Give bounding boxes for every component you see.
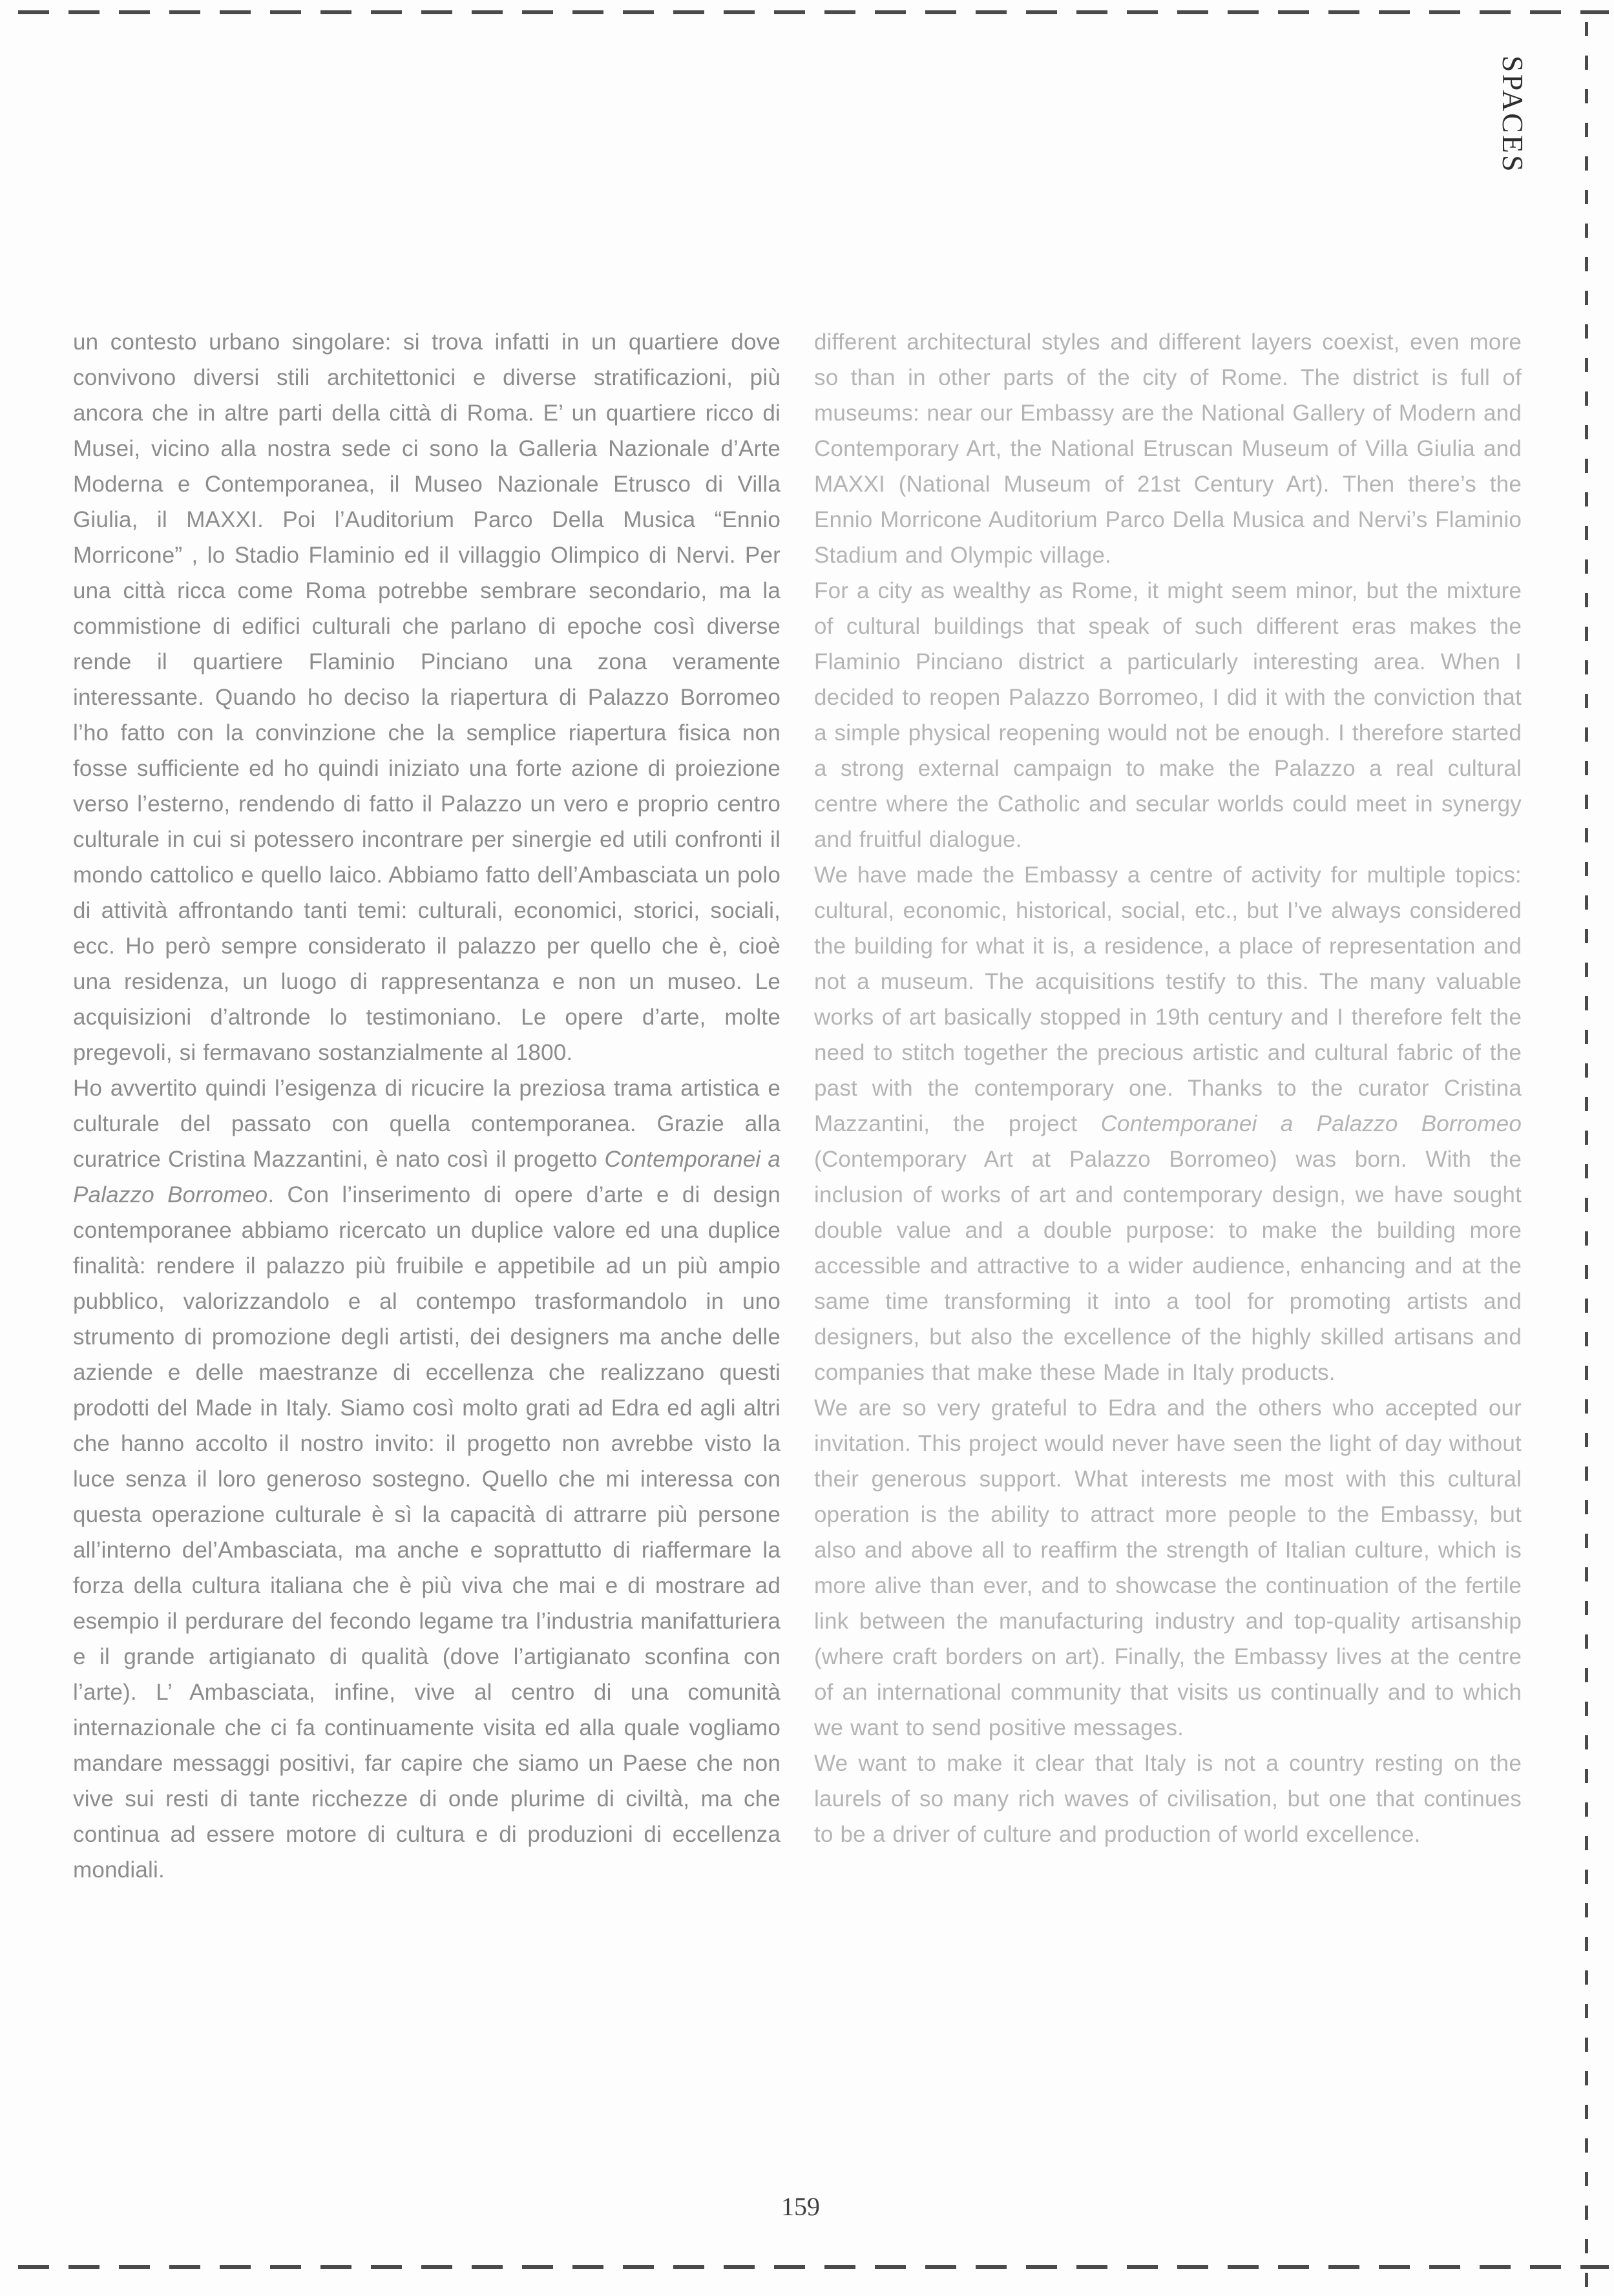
paragraph: [73, 1070, 781, 1888]
paragraph-text: Ho avvertito quindi l’esigenza di ricucire la preziosa trama artistica e culturale del passato con quella contemporanea. Grazie alla curatrice Cristina Mazzantini, è nato così il progetto: [73, 1076, 781, 1172]
top-dashed-rule: [18, 10, 1609, 14]
section-label: SPACES: [1496, 56, 1529, 174]
paragraph-text: We are so very grateful to Edra and the others who accepted our invitation. This project would never have seen the light of day without their generous support. What interests me most with this cultural operation is the ability to attract more people to the Embassy, but also and above all to reaffirm the strength of Italian culture, which is more alive than ever, and to showcase the continuation of the fertile link between the manufacturing industry and top-quality artisanship (where craft borders on art). Finally, the Embassy lives at the centre of an international community that visits us continually and to which we want to send positive messages.: [814, 1395, 1522, 1740]
right-dashed-rule: [1585, 22, 1588, 2287]
italian-column: [73, 324, 781, 1888]
paragraph: [814, 1746, 1522, 1852]
paragraph-text: (Contemporary Art at Palazzo Borromeo) was born. With the inclusion of works of art and contemporary design, we have sought double value and a double purpose: to make the building more accessible and attractive to a wider audience, enhancing and at the same time transforming it into a tool for promoting artists and designers, but also the excellence of the highly skilled artisans and companies that make these Made in Italy products.: [814, 1147, 1522, 1385]
italic-project-title: Contemporanei a Palazzo Borromeo: [73, 1147, 781, 1207]
paragraph: [814, 1390, 1522, 1746]
article-body: [73, 324, 1522, 1888]
paragraph-text: We have made the Embassy a centre of activity for multiple topics: cultural, economic, historical, social, etc., but I’ve always considered the building for what it is, a residence, a place of representation and not a museum. The acquisitions testify to this. The many valuable works of art basically stopped in 19th century and I therefore felt the need to stitch together the precious artistic and cultural fabric of the past with the contemporary one. Thanks to the curator Cristina Mazzantini, the project: [814, 862, 1522, 1136]
paragraph: [814, 324, 1522, 573]
paragraph-text: We want to make it clear that Italy is not a country resting on the laurels of so many rich waves of civilisation, but one that continues to be a driver of culture and production of world excellence.: [814, 1751, 1522, 1847]
paragraph-text: For a city as wealthy as Rome, it might seem minor, but the mixture of cultural buildings that speak of such different eras makes the Flaminio Pinciano district a particularly interesting area. When I decided to reopen Palazzo Borromeo, I did it with the conviction that a simple physical reopening would not be enough. I therefore started a strong external campaign to make the Palazzo a real cultural centre where the Catholic and secular worlds could meet in synergy and fruitful dialogue.: [814, 578, 1522, 852]
paragraph-text: un contesto urbano singolare: si trova infatti in un quartiere dove convivono diversi stili architettonici e diverse stratificazioni, più ancora che in altre parti della città di Roma. E’ un quartiere ricco di Musei, vicino alla nostra sede ci sono la Galleria Nazionale d’Arte Moderna e Contemporanea, il Museo Nazionale Etrusco di Villa Giulia, il MAXXI. Poi l’Auditorium Parco Della Musica “Ennio Morricone” , lo Stadio Flaminio ed il villaggio Olimpico di Nervi. Per una città ricca come Roma potrebbe sembrare secondario, ma la commistione di edifici culturali che parlano di epoche così diverse rende il quartiere Flaminio Pinciano una zona veramente interessante. Quando ho deciso la riapertura di Palazzo Borromeo l’ho fatto con la convinzione che la semplice riapertura fisica non fosse sufficiente ed ho quindi iniziato una forte azione di proiezione verso l’esterno, rendendo di fatto il Palazzo un vero e proprio centro culturale in cui si potessero incontrare per sinergie ed utili confronti il mondo cattolico e quello laico. Abbiamo fatto dell’Ambasciata un polo di attività affrontando tanti temi: culturali, economici, storici, sociali, ecc. Ho però sempre considerato il palazzo per quello che è, cioè una residenza, un luogo di rappresentanza e non un museo. Le acquisizioni d’altronde lo testimoniano. Le opere d’arte, molte pregevoli, si fermavano sostanzialmente al 1800.: [73, 329, 781, 1065]
paragraph-text: different architectural styles and different layers coexist, even more so than in other parts of the city of Rome. The district is full of museums: near our Embassy are the National Gallery of Modern and Contemporary Art, the National Etruscan Museum of Villa Giulia and MAXXI (National Museum of 21st Century Art). Then there’s the Ennio Morricone Auditorium Parco Della Musica and Nervi’s Flaminio Stadium and Olympic village.: [814, 329, 1522, 568]
paragraph: [73, 324, 781, 1070]
paragraph-text: . Con l’inserimento di opere d’arte e di design contemporanee abbiamo ricercato un duplice valore ed una duplice finalità: rendere il palazzo più fruibile e appetibile ad un più ampio pubblico, valorizzandolo e al contempo trasformandolo in uno strumento di promozione degli artisti, dei designers ma anche delle aziende e delle maestranze di eccellenza che realizzano questi prodotti del Made in Italy. Siamo così molto grati ad Edra ed agli altri che hanno accolto il nostro invito: il progetto non avrebbe visto la luce senza il loro generoso sostegno. Quello che mi interessa con questa operazione culturale è sì la capacità di attrarre più persone all’interno del’Ambasciata, ma anche e soprattutto di riaffermare la forza della cultura italiana che è più viva che mai e di mostrare ad esempio il perdurare del fecondo legame tra l’industria manifatturiera e il grande artigianato di qualità (dove l’artigianato sconfina con l’arte). L’ Ambasciata, infine, vive al centro di una comunità internazionale che ci fa continuamente visita ed alla quale vogliamo mandare messaggi positivi, far capire che siamo un Paese che non vive sui resti di tante ricchezze di onde plurime di civiltà, ma che continua ad essere motore di cultura e di produzioni di eccellenza mondiali.: [73, 1182, 781, 1883]
bottom-dashed-rule: [18, 2265, 1609, 2269]
page-number: 159: [781, 2192, 820, 2221]
paragraph: [814, 857, 1522, 1390]
paragraph: [814, 573, 1522, 857]
english-column: [814, 324, 1522, 1888]
italic-project-title: Contemporanei a Palazzo Borromeo: [1100, 1111, 1522, 1136]
